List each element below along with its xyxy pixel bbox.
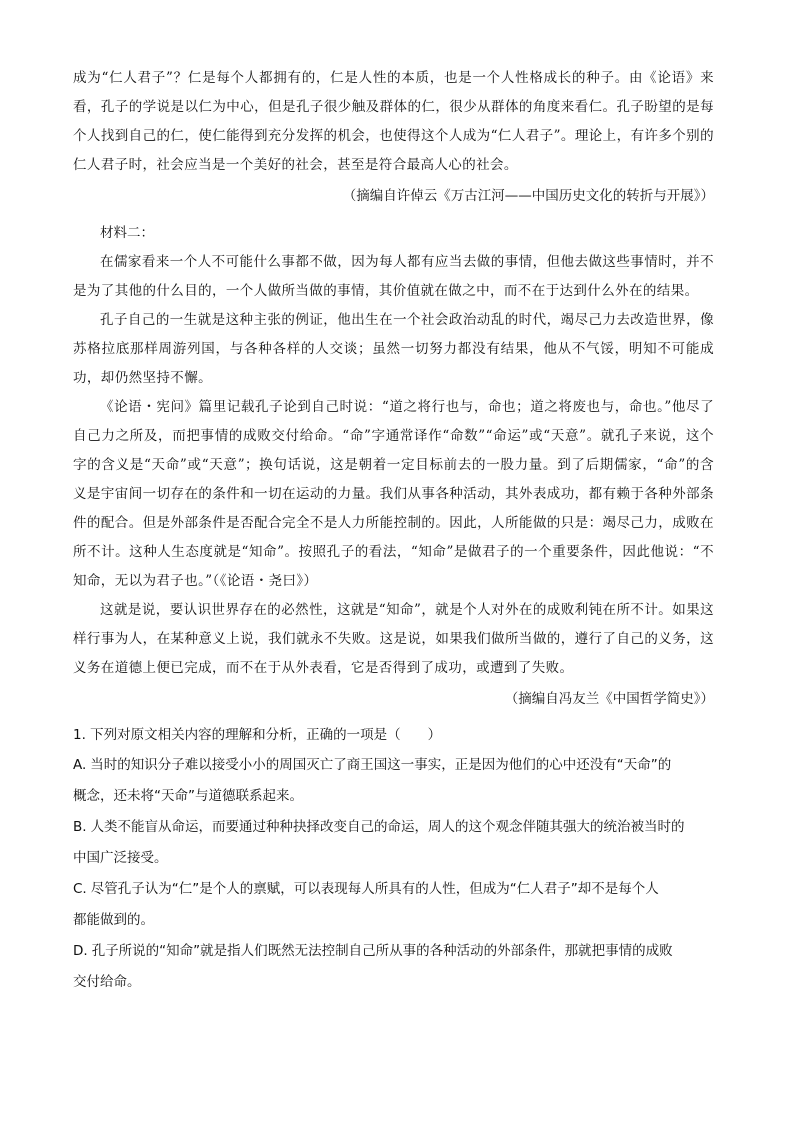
- material1-source: （摘编自许倬云《万古江河——中国历史文化的转折与开展》）: [342, 188, 714, 204]
- option-a-line-2: 概念，还未将“天命”与道德联系起来。: [73, 788, 303, 804]
- option-b[interactable]: [73, 812, 714, 874]
- option-d[interactable]: [73, 936, 714, 998]
- option-d-line-2: 交付给命。: [73, 974, 141, 990]
- option-b-line-1: [73, 812, 714, 843]
- option-c-text-1: 尽管孔子认为“仁”是个人的禀赋，可以表现每人所具有的人性，但成为“仁人君子”却不是每个人: [90, 881, 659, 897]
- option-b-letter: B.: [73, 819, 87, 835]
- option-b-text-1: 人类不能盲从命运，而要通过种种抉择改变自己的命运，周人的这个观念伴随其强大的统治被当时的: [90, 819, 685, 835]
- material2-source: （摘编自冯友兰《中国哲学简史》）: [504, 691, 714, 707]
- option-a-letter: A.: [73, 757, 87, 773]
- option-d-line-1: [73, 936, 714, 967]
- option-a-text-1: 当时的知识分子难以接受小小的周国灭亡了商王国这一事实，正是因为他们的心中还没有“天命”的: [90, 757, 672, 773]
- option-c-line-1: [73, 874, 714, 905]
- material2-paragraph-4: 这就是说，要认识世界存在的必然性，这就是“知命”，就是个人对外在的成败利钝在所不计。如果这样行事为人，在某种意义上说，我们就永不失败。这是说，如果我们做所当做的，遵行了自己的义务，这义务在道德上便已完成，而不在于从外表看，它是否得到了成功，或遭到了失败。: [73, 602, 714, 676]
- document-page: [73, 64, 714, 998]
- material2-title: 材料二：: [100, 225, 154, 241]
- question-stem: 1. 下列对原文相关内容的理解和分析，正确的一项是（ ）: [73, 727, 442, 743]
- option-d-text-1: 孔子所说的“知命”就是指人们既然无法控制自己所从事的各种活动的外部条件，那就把事情的成败: [91, 943, 673, 959]
- option-a-line-1: [73, 750, 714, 781]
- option-c-line-2: 都能做到的。: [73, 912, 154, 928]
- option-c-letter: C.: [73, 881, 87, 897]
- material1-paragraph: 成为“仁人君子”？仁是每个人都拥有的，仁是人性的本质，也是一个人性格成长的种子。由《论语》来看，孔子的学说是以仁为中心，但是孔子很少触及群体的仁，很少从群体的角度来看仁。孔子盼望的是每个人找到自己的仁，使仁能得到充分发挥的机会，也使得这个人成为“仁人君子”。理论上，有许多个别的仁人君子时，社会应当是一个美好的社会，甚至是符合最高人心的社会。: [73, 70, 714, 173]
- material2-paragraph-2: 孔子自己的一生就是这种主张的例证，他出生在一个社会政治动乱的时代，竭尽己力去改造世界，像苏格拉底那样周游列国，与各种各样的人交谈；虽然一切努力都没有结果，他从不气馁，明知不可能成功，却仍然坚持不懈。: [73, 312, 714, 386]
- option-c[interactable]: [73, 874, 714, 936]
- option-b-line-2: 中国广泛接受。: [73, 850, 168, 866]
- option-a[interactable]: [73, 750, 714, 812]
- material2-paragraph-3: 《论语・宪问》篇里记载孔子论到自己时说：“道之将行也与，命也；道之将废也与，命也。”他尽了自己力之所及，而把事情的成败交付给命。“命”字通常译作“命数”“命运”或“天意”。就孔子来说，这个字的含义是“天命”或“天意”；换句话说，这是朝着一定目标前去的一股力量。到了后期儒家，“命”的含义是宇宙间一切存在的条件和一切在运动的力量。我们从事各种活动，其外表成功，都有赖于各种外部条件的配合。但是外部条件是否配合完全不是人力所能控制的。因此，人所能做的只是：竭尽己力，成败在所不计。这种人生态度就是“知命”。按照孔子的看法，“知命”是做君子的一个重要条件，因此他说：“不知命，无以为君子也。”（《论语・尧曰》）: [73, 399, 714, 589]
- material2-paragraph-1: 在儒家看来一个人不可能什么事都不做，因为每人都有应当去做的事情，但他去做这些事情时，并不是为了其他的什么目的，一个人做所当做的事情，其价值就在做之中，而不在于达到什么外在的结果。: [73, 254, 714, 299]
- option-d-letter: D.: [73, 943, 88, 959]
